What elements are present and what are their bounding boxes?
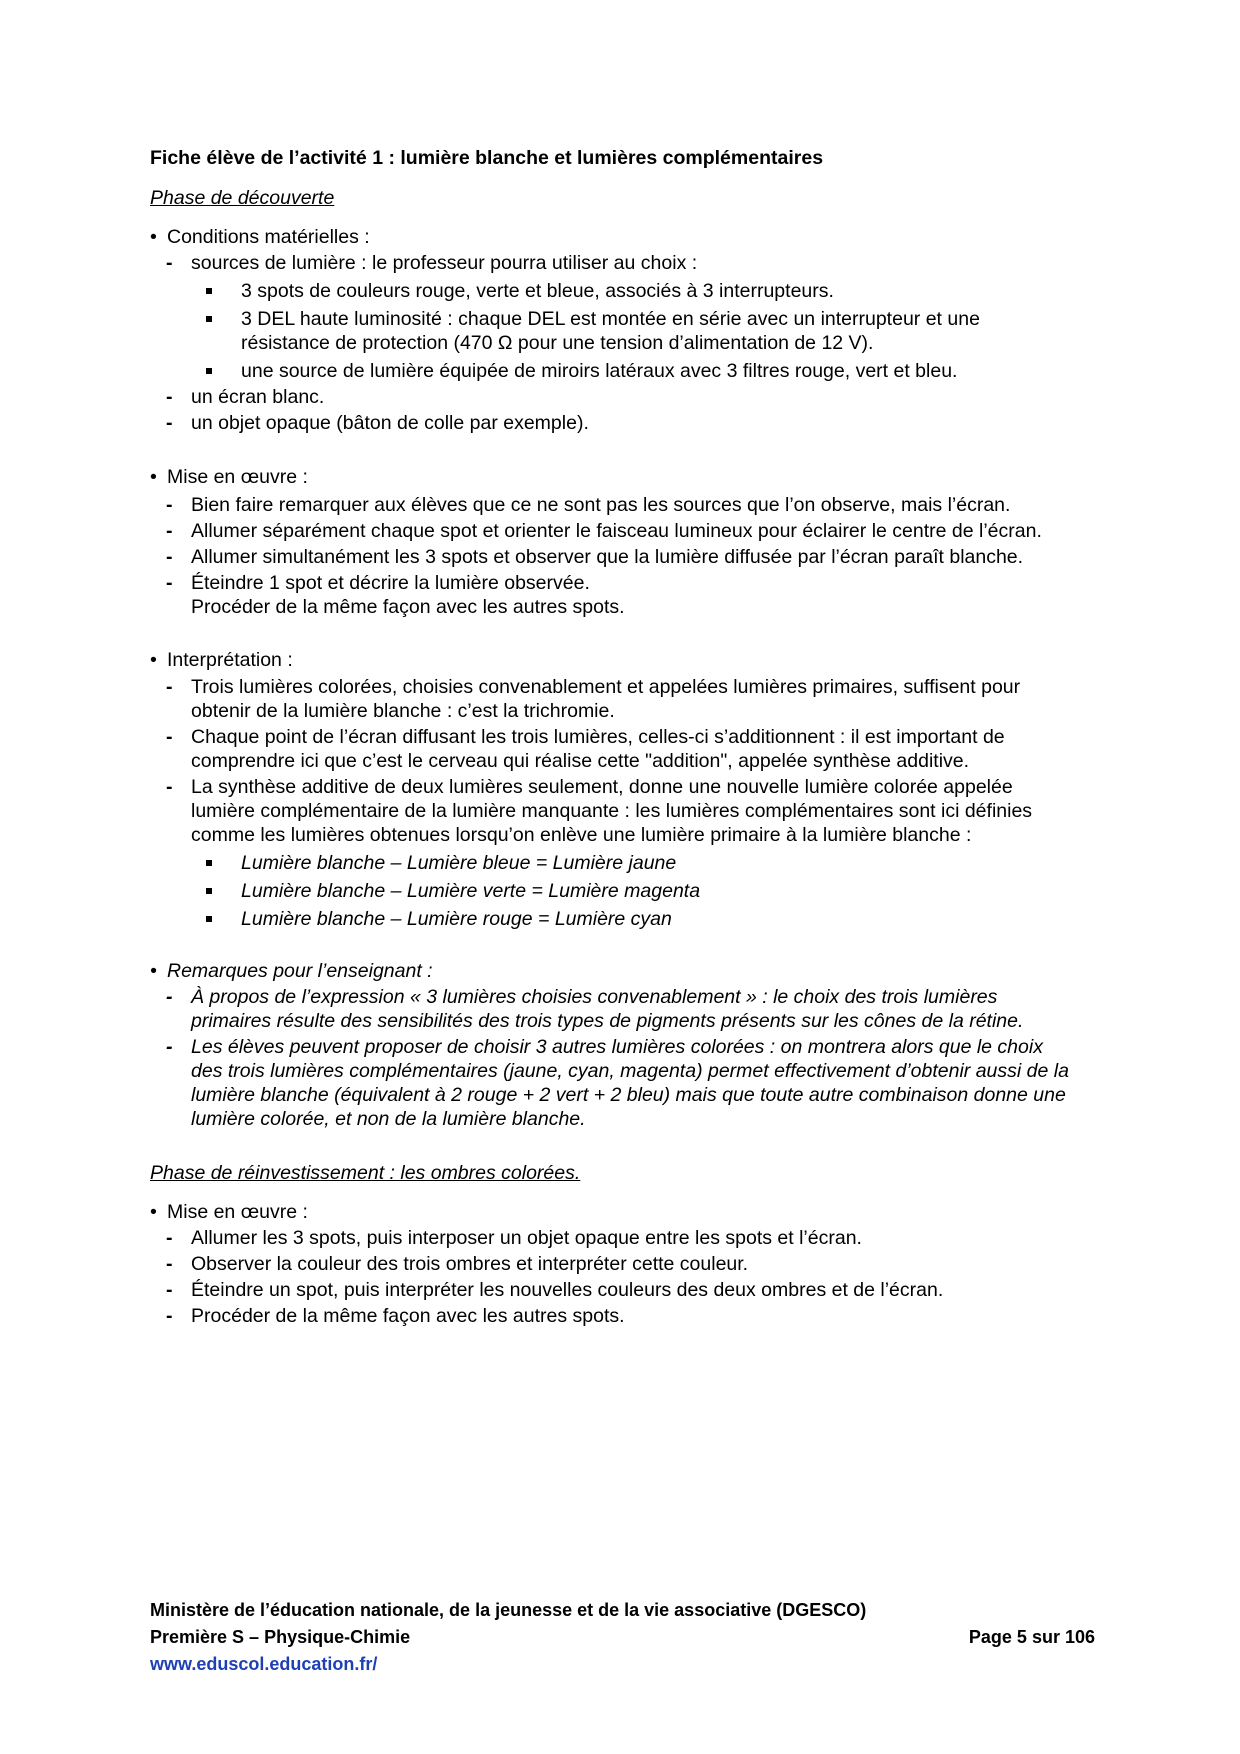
equation-text: Lumière blanche – Lumière rouge = Lumière cyan xyxy=(241,908,672,930)
square-bullet-icon xyxy=(206,916,212,922)
list-item: - Allumer simultanément les 3 spots et observer que la lumière diffusée par l’écran paraît blanche. xyxy=(150,545,1070,569)
conditions-label: • Conditions matérielles : xyxy=(150,225,1070,249)
equation-text: Lumière blanche – Lumière verte = Lumière magenta xyxy=(241,880,701,902)
section-remarques xyxy=(150,959,1070,1131)
list-item: - À propos de l’expression « 3 lumières choisies convenablement » : le choix des trois lumières primaires résulte des sensibilités des trois types de pigments présents sur les cônes de la rétine. xyxy=(150,985,1070,1033)
equations-sublist xyxy=(191,851,1070,931)
list-item: - Allumer les 3 spots, puis interposer un objet opaque entre les spots et l’écran. xyxy=(150,1226,1070,1250)
section-mise-en-oeuvre xyxy=(150,465,1070,619)
sub-list-text: une source de lumière équipée de miroirs latéraux avec 3 filtres rouge, vert et bleu. xyxy=(241,360,958,382)
interp-list xyxy=(150,675,1070,931)
list-item-text: La synthèse additive de deux lumières seulement, donne une nouvelle lumière colorée appelée lumière complémentaire de la lumière manquante : les lumières complémentaires sont ici définies comme les lumières obtenues lorsqu’on enlève une lumière primaire à la lumière blanche : xyxy=(191,776,1033,846)
sources-sublist xyxy=(191,279,1070,383)
list-item: - Les élèves peuvent proposer de choisir 3 autres lumières colorées : on montrera alors que le choix des trois lumières complémentaires (jaune, cyan, magenta) permet effectivement d’obtenir aussi de la lumière blanche (équivalent à 2 rouge + 2 vert + 2 bleu) mais que toute autre combinaison donne une lumière colorée, et non de la lumière blanche. xyxy=(150,1035,1070,1131)
footer-course: Première S – Physique-Chimie xyxy=(150,1627,411,1647)
footer-page-number: Page 5 sur 106 xyxy=(968,1627,1095,1647)
sub-list-item xyxy=(191,907,1070,931)
section-mise-en-oeuvre-2 xyxy=(150,1200,1070,1328)
list-item-text: sources de lumière : le professeur pourra utiliser au choix : xyxy=(191,252,698,274)
remarques-list xyxy=(150,985,1070,1131)
square-bullet-icon xyxy=(206,888,212,894)
footer-ministry: Ministère de l’éducation nationale, de la jeunesse et de la vie associative (DGESCO) xyxy=(150,1600,867,1620)
list-item xyxy=(150,775,1070,931)
mise2-label: • Mise en œuvre : xyxy=(150,1200,1070,1224)
page-title: Fiche élève de l’activité 1 : lumière blanche et lumières complémentaires xyxy=(150,147,824,169)
sub-list-item xyxy=(191,307,1070,355)
remarques-label: • Remarques pour l’enseignant : xyxy=(150,959,1070,983)
list-item: - Chaque point de l’écran diffusant les trois lumières, celles-ci s’additionnent : il est important de comprendre ici que c’est le cerveau qui réalise cette "addition", appelée synthèse additive. xyxy=(150,725,1070,773)
sub-list-text: 3 DEL haute luminosité : chaque DEL est montée en série avec un interrupteur et une résistance de protection (470 Ω pour une tension d’alimentation de 12 V). xyxy=(241,308,980,354)
sub-list-item xyxy=(191,359,1070,383)
square-bullet-icon xyxy=(206,288,212,294)
page-footer xyxy=(150,1597,1095,1678)
phase-reinvestissement-heading: Phase de réinvestissement : les ombres colorées. xyxy=(150,1162,581,1184)
list-item: - Bien faire remarquer aux élèves que ce ne sont pas les sources que l’on observe, mais l’écran. xyxy=(150,493,1070,517)
conditions-list xyxy=(150,251,1070,435)
list-item: - Éteindre un spot, puis interpréter les nouvelles couleurs des deux ombres et de l’écran. xyxy=(150,1278,1070,1302)
section-interpretation xyxy=(150,648,1070,931)
list-item-text: - Éteindre 1 spot et décrire la lumière observée. xyxy=(191,572,590,594)
sub-list-item xyxy=(191,851,1070,875)
square-bullet-icon xyxy=(206,860,212,866)
mise-list xyxy=(150,493,1070,619)
footer-url-link[interactable]: www.eduscol.education.fr/ xyxy=(150,1654,378,1674)
list-item: - Procéder de la même façon avec les autres spots. xyxy=(150,1304,1070,1328)
list-item-text: Procéder de la même façon avec les autres spots. xyxy=(191,596,625,618)
list-item xyxy=(150,571,1070,619)
list-item: - Observer la couleur des trois ombres et interpréter cette couleur. xyxy=(150,1252,1070,1276)
footer-row xyxy=(150,1624,1095,1651)
list-item: - Allumer séparément chaque spot et orienter le faisceau lumineux pour éclairer le centre de l’écran. xyxy=(150,519,1070,543)
mise-label: • Mise en œuvre : xyxy=(150,465,1070,489)
sub-list-item xyxy=(191,279,1070,303)
list-item xyxy=(150,251,1070,383)
square-bullet-icon xyxy=(206,316,212,322)
list-item: - Trois lumières colorées, choisies convenablement et appelées lumières primaires, suffisent pour obtenir de la lumière blanche : c’est la trichromie. xyxy=(150,675,1070,723)
section-conditions xyxy=(150,225,1070,435)
sub-list-item xyxy=(191,879,1070,903)
square-bullet-icon xyxy=(206,368,212,374)
phase-decouverte-heading: Phase de découverte xyxy=(150,187,335,209)
sub-list-text: 3 spots de couleurs rouge, verte et bleue, associés à 3 interrupteurs. xyxy=(241,280,834,302)
list-item: - un écran blanc. xyxy=(150,385,1070,409)
interp-label: • Interprétation : xyxy=(150,648,1070,672)
equation-text: Lumière blanche – Lumière bleue = Lumière jaune xyxy=(241,852,677,874)
list-item: - un objet opaque (bâton de colle par exemple). xyxy=(150,411,1070,435)
document-body xyxy=(150,146,1070,1328)
mise2-list xyxy=(150,1226,1070,1328)
